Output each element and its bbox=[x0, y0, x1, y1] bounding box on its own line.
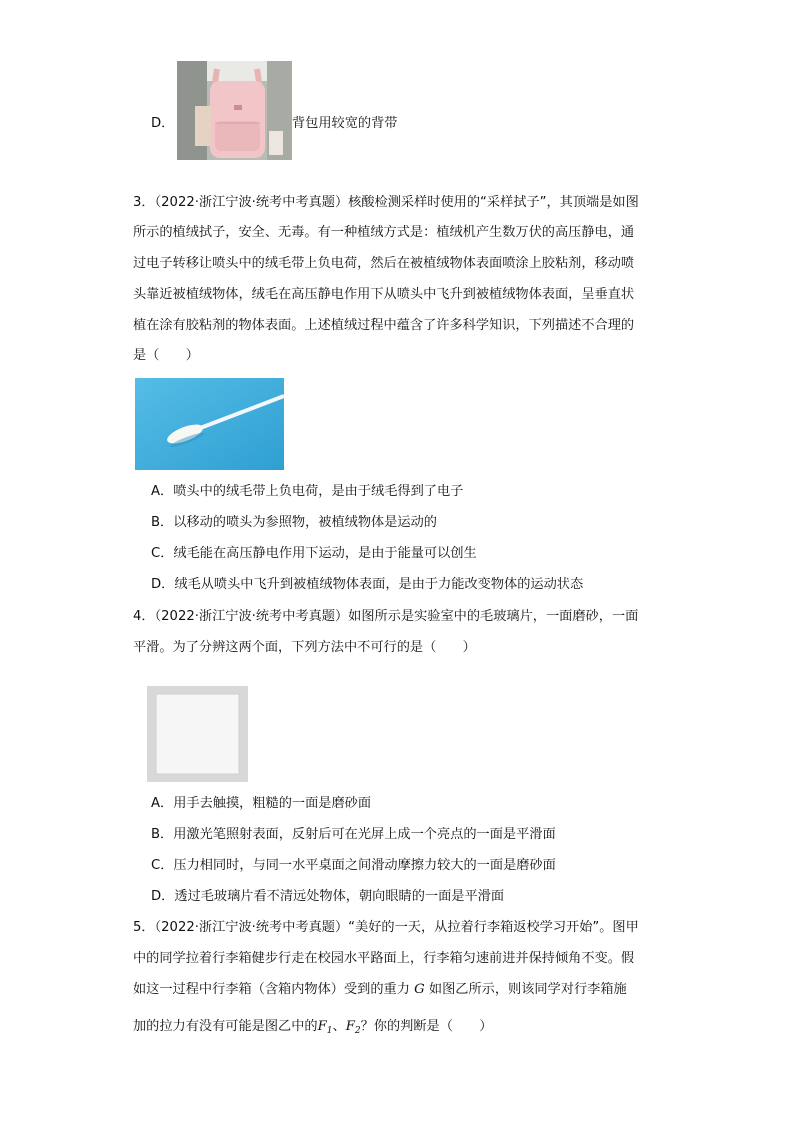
q3-option-c: C．绒毛能在高压静电作用下运动，是由于能量可以创生 bbox=[151, 546, 477, 561]
q4-option-b: B．用激光笔照射表面，反射后可在光屏上成一个亮点的一面是平滑面 bbox=[151, 827, 556, 842]
force-f2-symbol: $F_2$ bbox=[345, 1019, 361, 1036]
q3-stem-line: 植在涂有胶粘剂的物体表面。上述植绒过程中蕴含了许多科学知识，下列描述不合理的 bbox=[133, 318, 635, 333]
q5-text: 如图乙所示，则该同学对行李箱施 bbox=[424, 982, 627, 997]
q3-stem-line: 头靠近被植绒物体，绒毛在高压静电作用下从喷头中飞升到被植绒物体表面，呈垂直状 bbox=[133, 287, 635, 302]
q4-stem-line: 平滑。为了分辨这两个面，下列方法中不可行的是（ ） bbox=[133, 640, 476, 655]
q4-option-d: D．透过毛玻璃片看不清远处物体，朝向眼睛的一面是平滑面 bbox=[151, 889, 505, 904]
q3-stem-line: 3．（2022·浙江宁波·统考中考真题）核酸检测采样时使用的“采样拭子”，其顶端是如图 bbox=[133, 195, 639, 210]
q4-option-a: A．用手去触摸，粗糙的一面是磨砂面 bbox=[151, 796, 372, 811]
backpack-photo bbox=[177, 61, 292, 160]
q3-stem-line: 过电子转移让喷头中的绒毛带上负电荷，然后在被植绒物体表面喷涂上胶粘剂，移动喷 bbox=[133, 256, 635, 271]
q2-option-d-text: 背包用较宽的背带 bbox=[292, 116, 398, 131]
q2-option-d-letter: D． bbox=[151, 116, 175, 131]
q5-text: 、 bbox=[332, 1019, 346, 1034]
q3-stem-line: 所示的植绒拭子，安全、无毒。有一种植绒方式是：植绒机产生数万伏的高压静电，通 bbox=[133, 225, 635, 240]
q5-stem-line: 中的同学拉着行李箱健步行走在校园水平路面上，行李箱匀速前进并保持倾角不变。假 bbox=[133, 951, 635, 966]
q3-stem-line: 是（ ） bbox=[133, 348, 199, 363]
q5-stem-line: 5．（2022·浙江宁波·统考中考真题）“美好的一天，从拉着行李箱返校学习开始”。图甲 bbox=[133, 920, 639, 935]
q3-option-d: D．绒毛从喷头中飞升到被植绒物体表面，是由于力能改变物体的运动状态 bbox=[151, 577, 584, 592]
q4-option-c: C．压力相同时，与同一水平桌面之间滑动摩擦力较大的一面是磨砂面 bbox=[151, 858, 556, 873]
q4-stem-line: 4．（2022·浙江宁波·统考中考真题）如图所示是实验室中的毛玻璃片，一面磨砂，一面 bbox=[133, 609, 639, 624]
q5-text: 加的拉力有没有可能是图乙中的 bbox=[133, 1019, 318, 1034]
q5-stem-line bbox=[133, 1017, 492, 1041]
q5-text: 如这一过程中行李箱（含箱内物体）受到的重力 bbox=[133, 982, 415, 997]
q5-stem-line bbox=[133, 980, 627, 1000]
q3-option-b: B．以移动的喷头为参照物，被植绒物体是运动的 bbox=[151, 515, 437, 530]
q5-text: ？你的判断是（ ） bbox=[360, 1019, 493, 1034]
q3-option-a: A．喷头中的绒毛带上负电荷，是由于绒毛得到了电子 bbox=[151, 484, 464, 499]
force-f1-symbol: $F_1$ bbox=[317, 1019, 333, 1036]
frosted-glass-photo bbox=[147, 686, 248, 782]
gravity-symbol: G bbox=[414, 982, 425, 997]
swab-photo bbox=[135, 378, 284, 470]
